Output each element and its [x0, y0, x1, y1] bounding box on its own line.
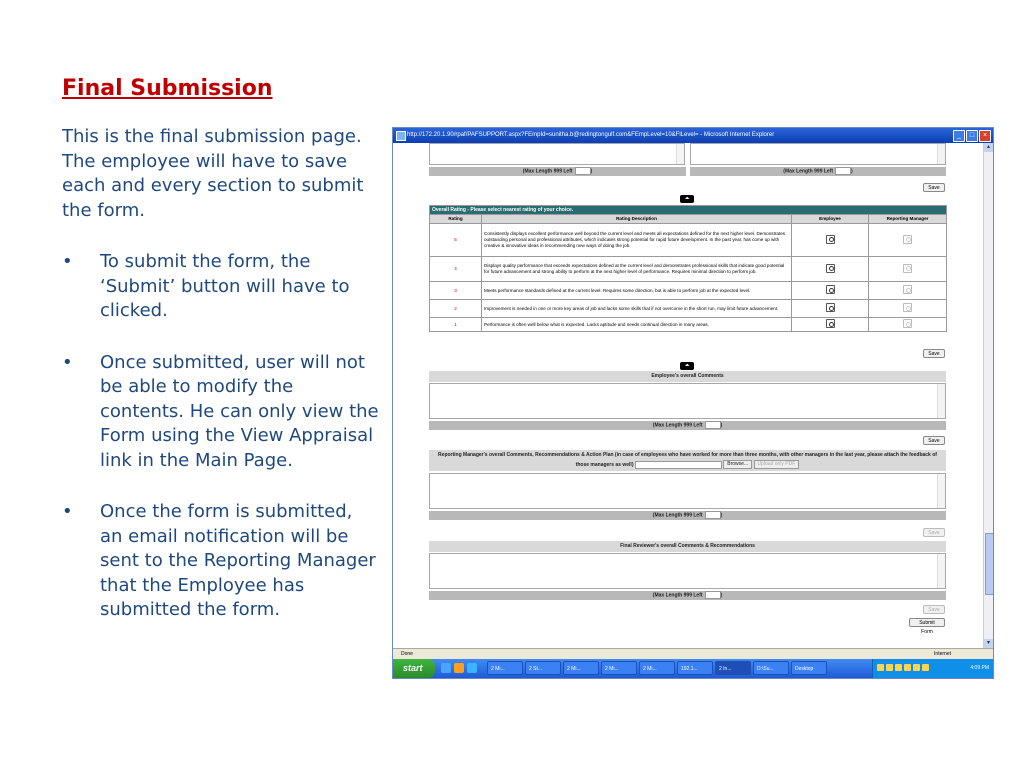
task-list	[487, 661, 827, 675]
comment-textarea[interactable]	[429, 143, 685, 165]
rating-header: Rating	[430, 215, 482, 224]
rating-description: Displays quality performance that exceeds expectations defined at the current level and demonstrates professional skills that indicate good potential for future advancement and strong ability to perform at the next higher level of performance. Requires minimal direction to perform job.	[482, 257, 792, 282]
system-tray	[872, 659, 993, 678]
submit-form-button[interactable]: Submit Form	[909, 618, 945, 627]
chars-left-box	[835, 167, 851, 175]
start-button[interactable]: start	[393, 659, 435, 678]
employee-radio[interactable]	[826, 235, 835, 244]
browser-window	[392, 127, 994, 679]
browser-title-bar	[393, 128, 993, 143]
manager-radio	[903, 303, 912, 312]
max-length-label: (Max Length 999 Left	[652, 422, 703, 429]
employee-radio[interactable]	[826, 303, 835, 312]
chars-left-box	[575, 167, 591, 175]
scroll-up-arrow-icon[interactable]: ⏶	[680, 195, 694, 203]
employee-radio[interactable]	[826, 285, 835, 294]
scroll-down-icon[interactable]: ▾	[984, 639, 993, 648]
final-reviewer-textarea	[429, 553, 946, 589]
bullet-dot: •	[62, 251, 73, 272]
rating-caption: Overall Rating - Please select nearest rating of your choice.	[430, 206, 947, 215]
rating-value: 3	[430, 282, 482, 300]
intro-paragraph: This is the final submission page. The employee will have to save each and every section to submit the form.	[62, 126, 364, 221]
clock: 4:09 PM	[970, 665, 989, 671]
manager-radio	[903, 319, 912, 328]
max-length-close: )	[720, 592, 723, 599]
tray-icons	[877, 664, 929, 671]
final-reviewer-title: Final Reviewer's overall Comments & Recommendations	[429, 541, 946, 552]
minimize-icon[interactable]: _	[953, 130, 965, 142]
close-icon[interactable]: ×	[979, 130, 991, 142]
taskbar-item[interactable]: 192.1...	[677, 661, 713, 675]
browse-button[interactable]: Browse...	[723, 460, 752, 469]
max-length-close: )	[590, 168, 593, 175]
save-button: Save	[923, 605, 945, 614]
manager-radio	[903, 264, 912, 273]
max-length-close: )	[720, 422, 723, 429]
rm-comments-header	[429, 450, 946, 471]
taskbar-item[interactable]: 2 St...	[525, 661, 561, 675]
page-scrollbar[interactable]	[983, 143, 993, 648]
max-length-close: )	[851, 168, 853, 175]
rating-table	[429, 205, 947, 332]
rating-description: Performance is often well below what is expected. Lacks aptitude and needs continual direction in many areas.	[482, 318, 792, 332]
manager-radio	[903, 285, 912, 294]
chars-left-box	[705, 511, 721, 519]
rating-description: Improvement is needed in one or more key areas of job and lacks some skills that if not overcome in the short run, may limit future advancement.	[482, 300, 792, 318]
max-length-label: (Max Length 999 Left	[652, 592, 703, 599]
tray-icon[interactable]	[877, 664, 884, 671]
scroll-up-icon[interactable]: ▴	[984, 143, 993, 152]
tray-icon[interactable]	[886, 664, 893, 671]
slide-title: Final Submission	[62, 76, 273, 101]
max-length-bar	[429, 167, 686, 176]
quick-launch	[441, 663, 477, 673]
upload-pdf-button: Upload only PDF	[754, 460, 800, 469]
windows-taskbar	[393, 659, 993, 678]
rating-value: 1	[430, 318, 482, 332]
slide-body	[62, 125, 380, 650]
taskbar-item[interactable]: 2 Mi...	[601, 661, 637, 675]
taskbar-item[interactable]: 2 Mi...	[639, 661, 675, 675]
rating-header: Rating Description	[482, 215, 792, 224]
taskbar-item[interactable]: D:\Su...	[753, 661, 789, 675]
chars-left-box	[705, 591, 721, 599]
security-zone: Internet	[934, 651, 951, 657]
status-bar	[393, 648, 993, 659]
desktop-icon[interactable]	[441, 663, 451, 673]
scroll-up-arrow-icon[interactable]: ⏶	[680, 362, 694, 370]
rating-value: 5	[430, 224, 482, 257]
rm-comments-textarea	[429, 473, 946, 509]
attachment-path-field[interactable]	[635, 461, 722, 469]
save-button[interactable]: Save	[923, 349, 945, 358]
scroll-thumb[interactable]	[985, 533, 994, 595]
bullet-dot: •	[62, 351, 73, 373]
bullet-item	[62, 250, 380, 324]
page-content	[393, 143, 983, 648]
browser-title: http://172.20.1.90/rpaf/PAFSUPPORT.aspx?FEmpId=sunitha.b@redingtongulf.com&FEmpLevel=10&FlLevel= - Microsoft Internet Explorer	[407, 132, 775, 138]
max-length-label: (Max Length 999 Left	[652, 512, 703, 519]
rating-row	[430, 318, 947, 332]
max-length-label: (Max Length 999 Left	[522, 168, 573, 175]
rating-table-wrap	[429, 205, 946, 332]
rating-row	[430, 300, 947, 318]
taskbar-item[interactable]: 2 In...	[715, 661, 751, 675]
firefox-icon[interactable]	[454, 663, 464, 673]
final-reviewer-section	[429, 541, 946, 600]
rating-row	[430, 224, 947, 257]
taskbar-item[interactable]: 2 Mi...	[563, 661, 599, 675]
rating-row	[430, 257, 947, 282]
employee-radio[interactable]	[826, 264, 835, 273]
tray-icon[interactable]	[922, 664, 929, 671]
tray-icon[interactable]	[904, 664, 911, 671]
employee-comments-title: Employee's overall Comments	[429, 371, 946, 382]
rating-header: Employee	[792, 215, 869, 224]
rating-value: 4	[430, 257, 482, 282]
bullet-dot: •	[62, 501, 73, 522]
chars-left-box	[705, 421, 721, 429]
taskbar-item[interactable]: 2 Mi...	[487, 661, 523, 675]
save-button: Save	[923, 528, 945, 537]
max-length-close: )	[720, 512, 723, 519]
rating-description: Meets performance standards defined at the current level. Requires some direction, but is able to perform job at the expected level.	[482, 282, 792, 300]
rating-row	[430, 282, 947, 300]
tray-icon[interactable]	[895, 664, 902, 671]
rm-comments-title: Reporting Manager's overall Comments, Recommendations & Action Plan (in case of employees who have worked for more than three months, with other managers in the last year, please attach the feedback of those managers as well)	[438, 452, 937, 468]
taskbar-item[interactable]: Desktop	[791, 661, 827, 675]
max-length-bar	[690, 167, 946, 176]
rating-description: Consistently displays excellent performance well beyond the current level and meets all expectations defined for the next higher level. Demonstrates outstanding personal and professional attributes, which indicates strong potential for rapid future development. In the past year, has come up with creative & innovative ideas in recommending new ways of doing the job.	[482, 224, 792, 257]
rm-comments-section	[429, 450, 946, 520]
bullet-text: Once submitted, user will not be able to modify the contents. He can only view the Form using the View Appraisal link in the Main Page.	[100, 351, 379, 471]
employee-comments-section	[429, 371, 946, 430]
status-text: Done	[401, 651, 413, 657]
bullet-item	[62, 351, 380, 474]
bullet-item	[62, 500, 380, 623]
employee-radio[interactable]	[826, 319, 835, 328]
max-length-bar	[429, 511, 946, 520]
tray-icon[interactable]	[913, 664, 920, 671]
bullet-text: Once the form is submitted, an email notification will be sent to the Reporting Manager that the Employee has submitted the form.	[100, 501, 376, 620]
max-length-label: (Max Length 999 Left	[783, 168, 834, 175]
max-length-bar	[429, 421, 946, 430]
ie-icon[interactable]	[467, 663, 477, 673]
manager-radio	[903, 235, 912, 244]
ie-app-icon	[396, 131, 406, 141]
save-button[interactable]: Save	[923, 183, 945, 192]
rating-header: Reporting Manager	[869, 215, 947, 224]
comment-textarea[interactable]	[690, 143, 946, 165]
rating-value: 2	[430, 300, 482, 318]
bullet-text: To submit the form, the ‘Submit’ button will have to clicked.	[100, 251, 350, 321]
window-buttons	[953, 130, 991, 142]
maximize-icon[interactable]: □	[966, 130, 978, 142]
employee-comments-textarea[interactable]	[429, 383, 946, 419]
max-length-bar	[429, 591, 946, 600]
max-length-row	[429, 167, 946, 176]
save-button[interactable]: Save	[923, 436, 945, 445]
